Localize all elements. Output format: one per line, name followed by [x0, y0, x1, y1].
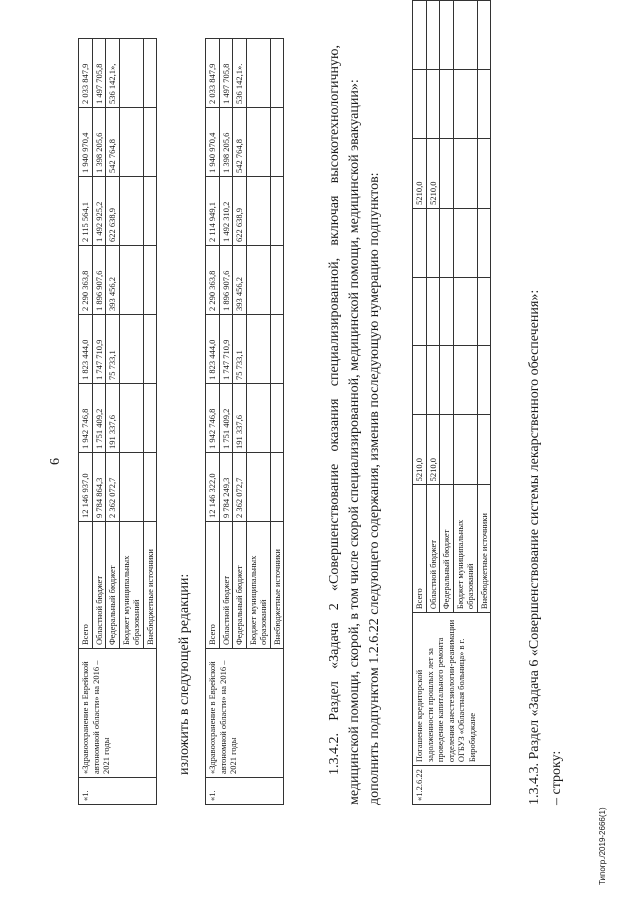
funding-source: Федеральный бюджет: [233, 522, 247, 649]
value-cell: 393 456,2: [233, 246, 247, 315]
value-cell: 1 823 444,0: [206, 315, 220, 384]
value-cell: 5210,0: [413, 138, 427, 208]
value-cell: 622 638,9: [233, 177, 247, 246]
value-cell: [453, 138, 477, 208]
program-name: «Здравоохранение в Еврейской автономной области» на 2016 – 2021 годы: [79, 649, 157, 778]
value-cell: [270, 315, 284, 384]
value-cell: 1 747 710,9: [92, 315, 106, 384]
value-cell: 542 764,8: [233, 108, 247, 177]
funding-source: Всего: [79, 522, 93, 649]
row-index: «1.2.6.22: [413, 766, 491, 805]
value-cell: [440, 346, 454, 415]
value-cell: 1 398 205,6: [92, 108, 106, 177]
value-cell: 2 115 564,1: [79, 177, 93, 246]
value-cell: 5210,0: [413, 415, 427, 485]
value-cell: [413, 346, 427, 415]
value-cell: [143, 384, 157, 453]
value-cell: [119, 108, 143, 177]
value-cell: [246, 39, 270, 108]
value-cell: 536 142,1»,: [106, 39, 120, 108]
value-cell: [413, 208, 427, 277]
value-cell: [119, 177, 143, 246]
value-cell: [143, 39, 157, 108]
value-cell: [453, 415, 477, 485]
funding-source: Бюджет муниципальных образований: [119, 522, 143, 649]
value-cell: [453, 277, 477, 346]
value-cell: [440, 208, 454, 277]
value-cell: 1 398 205,6: [219, 108, 233, 177]
print-stamp: Типогр./2019-2666(1): [598, 807, 607, 885]
funding-source: Областной бюджет: [92, 522, 106, 649]
value-cell: 2 114 949,1: [206, 177, 220, 246]
value-cell: [477, 208, 491, 277]
value-cell: [477, 1, 491, 70]
value-cell: [246, 177, 270, 246]
value-cell: 1 942 746,8: [206, 384, 220, 453]
value-cell: 75 733,1: [233, 315, 247, 384]
table-row: [206, 39, 220, 805]
value-cell: 1 940 970,4: [79, 108, 93, 177]
funding-source: Внебюджетные источники: [477, 485, 491, 613]
value-cell: 1 940 970,4: [206, 108, 220, 177]
edit-instruction: изложить в следующей редакции:: [177, 573, 192, 775]
value-cell: [246, 315, 270, 384]
value-cell: [246, 453, 270, 522]
row-line: – строку:: [549, 750, 564, 805]
funding-source: Областной бюджет: [426, 485, 440, 613]
value-cell: [477, 138, 491, 208]
value-cell: [119, 384, 143, 453]
section-paragraph: [325, 45, 385, 805]
value-cell: [426, 69, 440, 138]
value-cell: 542 764,8: [106, 108, 120, 177]
value-cell: 9 784 864,3: [92, 453, 106, 522]
value-cell: [426, 1, 440, 70]
funding-source: Областной бюджет: [219, 522, 233, 649]
value-cell: [143, 177, 157, 246]
value-cell: [246, 246, 270, 315]
value-cell: [119, 39, 143, 108]
value-cell: [270, 246, 284, 315]
funding-source: Бюджет муниципальных образований: [246, 522, 270, 649]
funding-source: Внебюджетные источники: [270, 522, 284, 649]
value-cell: [246, 108, 270, 177]
value-cell: [143, 453, 157, 522]
value-cell: 1 751 409,2: [219, 384, 233, 453]
value-cell: 2 290 363,8: [79, 246, 93, 315]
value-cell: 2 290 363,8: [206, 246, 220, 315]
value-cell: 536 142,1».: [233, 39, 247, 108]
value-cell: 12 146 322,0: [206, 453, 220, 522]
value-cell: 622 638,9: [106, 177, 120, 246]
subpoint-table: [412, 0, 491, 805]
value-cell: 5210,0: [426, 415, 440, 485]
task6-paragraph: 1.3.4.3. Раздел «Задача 6 «Совершенствование системы лекарственного обеспечения»:: [527, 289, 542, 805]
value-cell: 12 146 937,0: [79, 453, 93, 522]
value-cell: [143, 108, 157, 177]
value-cell: 191 337,6: [106, 384, 120, 453]
value-cell: 2 033 847,9: [206, 39, 220, 108]
value-cell: [426, 277, 440, 346]
value-cell: 1 896 907,6: [219, 246, 233, 315]
value-cell: [270, 177, 284, 246]
value-cell: [270, 453, 284, 522]
value-cell: 1 751 409,2: [92, 384, 106, 453]
page-number: 6: [48, 458, 63, 465]
table-row: [79, 39, 93, 805]
value-cell: 2 362 072,7: [106, 453, 120, 522]
funding-source: Федеральный бюджет: [106, 522, 120, 649]
value-cell: [413, 1, 427, 70]
value-cell: 1 896 907,6: [92, 246, 106, 315]
value-cell: 1 497 705,8: [92, 39, 106, 108]
value-cell: [477, 346, 491, 415]
value-cell: [119, 453, 143, 522]
value-cell: [477, 415, 491, 485]
value-cell: [477, 69, 491, 138]
value-cell: 9 784 249,3: [219, 453, 233, 522]
new-program-table: [205, 38, 284, 805]
funding-source: Федеральный бюджет: [440, 485, 454, 613]
section-title-text: 1.3.4.2. Раздел «Задача 2 «Совершенствование оказания специализированной, включая высокотехнологичную, медицинской помощи, скорой, в том числе скорой специализированной, медицинской помощи, медицинской эвакуации»:: [327, 45, 362, 805]
value-cell: [413, 69, 427, 138]
value-cell: [440, 277, 454, 346]
value-cell: 1 823 444,0: [79, 315, 93, 384]
funding-source: Бюджет муниципальных образований: [453, 485, 477, 613]
funding-source: Всего: [206, 522, 220, 649]
row-index: «1.: [206, 778, 284, 805]
value-cell: 1 497 705,8: [219, 39, 233, 108]
value-cell: [246, 384, 270, 453]
value-cell: 75 733,1: [106, 315, 120, 384]
row-index: «1.: [79, 778, 157, 805]
value-cell: 1 492 925,2: [92, 177, 106, 246]
value-cell: [119, 246, 143, 315]
value-cell: [440, 415, 454, 485]
value-cell: [270, 108, 284, 177]
value-cell: [440, 69, 454, 138]
value-cell: 393 456,2: [106, 246, 120, 315]
value-cell: [143, 246, 157, 315]
value-cell: [453, 346, 477, 415]
value-cell: [119, 315, 143, 384]
value-cell: [270, 384, 284, 453]
value-cell: 1 942 746,8: [79, 384, 93, 453]
value-cell: 1 492 310,2: [219, 177, 233, 246]
value-cell: 1 747 710,9: [219, 315, 233, 384]
funding-source: Внебюджетные источники: [143, 522, 157, 649]
value-cell: 2 033 847,9: [79, 39, 93, 108]
value-cell: [453, 69, 477, 138]
value-cell: 191 337,6: [233, 384, 247, 453]
value-cell: [440, 138, 454, 208]
program-name: Погашение кредиторской задолженности прошлых лет за проведение капитального ремонта отделения анестезиологии-реанимации ОГБУЗ «Областная больница» в г. Биробиджане: [413, 613, 491, 766]
value-cell: [270, 39, 284, 108]
value-cell: [426, 346, 440, 415]
funding-source: Всего: [413, 485, 427, 613]
value-cell: [413, 277, 427, 346]
value-cell: 2 362 072,7: [233, 453, 247, 522]
table-row: [413, 1, 427, 805]
value-cell: [426, 208, 440, 277]
add-subpoint-text: дополнить подпунктом 1.2.6.22 следующего содержания, изменив последующую нумерацию подпунктов:: [367, 172, 382, 805]
value-cell: [143, 315, 157, 384]
value-cell: 5210,0: [426, 138, 440, 208]
value-cell: [453, 208, 477, 277]
old-program-table: [78, 38, 157, 805]
value-cell: [477, 277, 491, 346]
value-cell: [453, 1, 477, 70]
program-name: «Здравоохранение в Еврейской автономной области» на 2016 – 2021 годы: [206, 649, 284, 778]
value-cell: [440, 1, 454, 70]
